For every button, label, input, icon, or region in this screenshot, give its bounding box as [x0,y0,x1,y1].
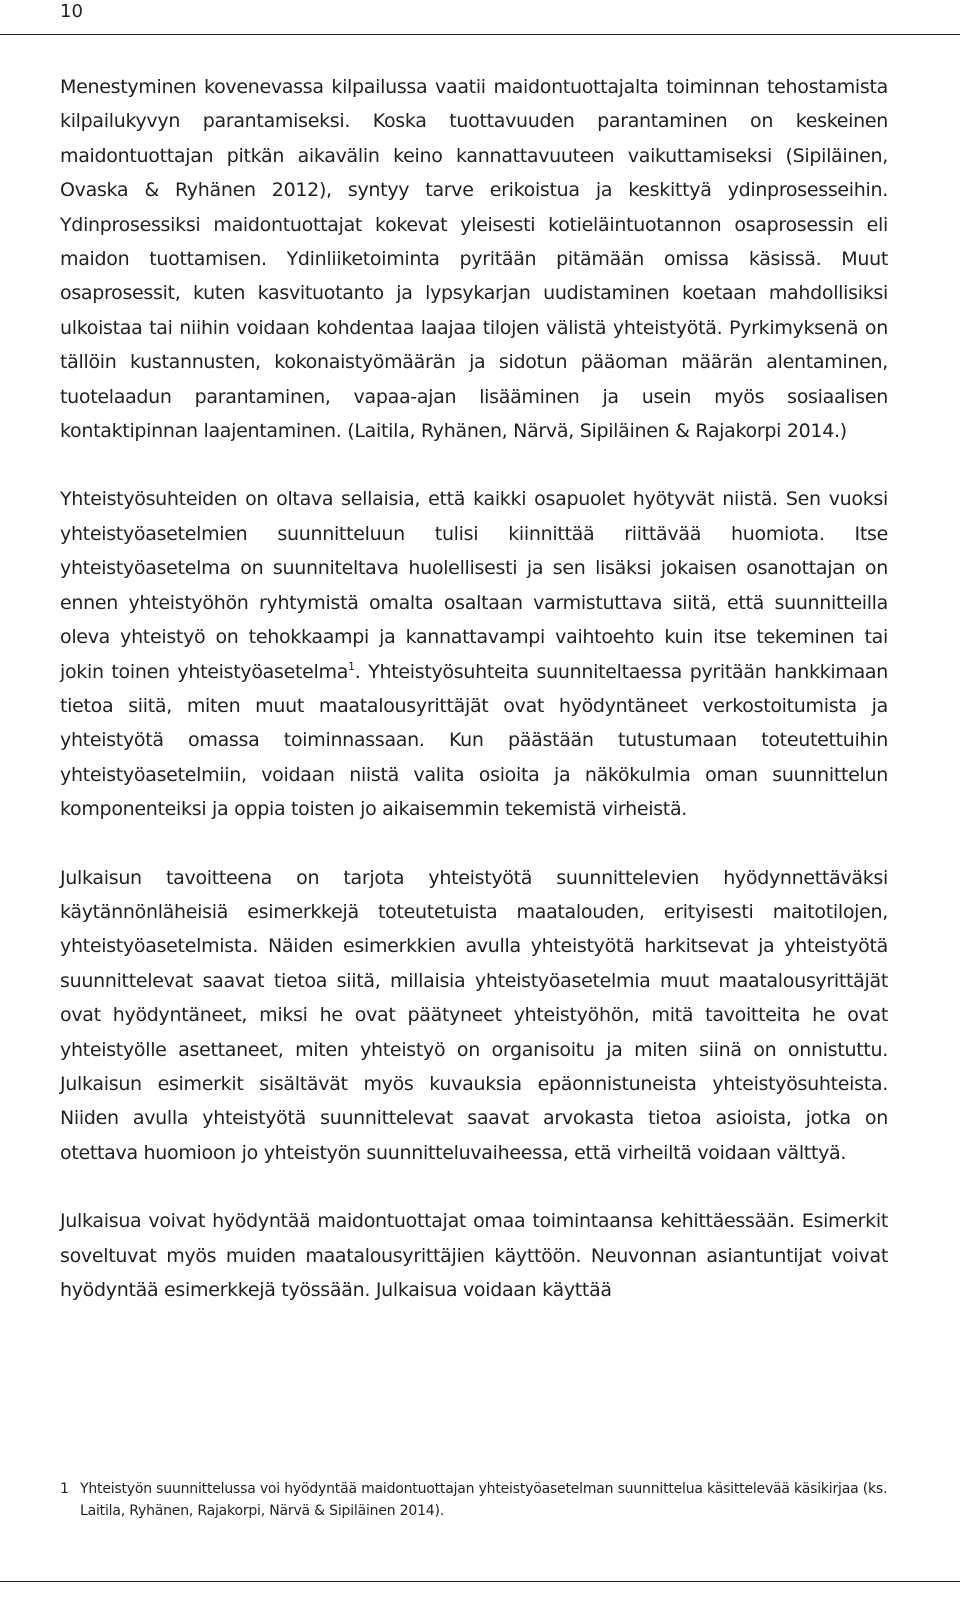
footnote [60,1478,888,1522]
paragraph-2-text-after: . Yhteistyösuhteita suunniteltaessa pyritään hankkimaan tietoa siitä, miten muut maatalousyrittäjät ovat hyödyntäneet verkostoitumista ja yhteistyötä omassa toiminnassaan. Kun päästään tutustumaan toteutettuihin yhteistyöasetelmiin, voidaan niistä valita osioita ja näkökulmia oman suunnittelun komponenteiksi ja oppia toisten jo aikaisemmin tekemistä virheistä. [60,660,889,821]
paragraph-2 [60,482,888,826]
paragraph-1: Menestyminen kovenevassa kilpailussa vaatii maidontuottajalta toiminnan tehostamista kilpailukyvyn parantamiseksi. Koska tuottavuuden parantaminen on keskeinen maidontuottajan pitkän aikavälin keino kannattavuuteen vaikuttamiseksi (Sipiläinen, Ovaska & Ryhänen 2012), syntyy tarve erikoistua ja keskittyä ydinprosesseihin. Ydinprosessiksi maidontuottajat kokevat yleisesti kotieläintuotannon osaprosessin eli maidon tuottamisen. Ydinliiketoiminta pyritään pitämään omissa käsissä. Muut osaprosessit, kuten kasvituotanto ja lypsykarjan uudistaminen koetaan mahdollisiksi ulkoistaa tai niihin voidaan kohdentaa laajaa tilojen välistä yhteistyötä. Pyrkimyksenä on tällöin kustannusten, kokonaistyömäärän ja sidotun pääoman määrän alentaminen, tuotelaadun parantaminen, vapaa-ajan lisääminen ja usein myös sosiaalisen kontaktipinnan laajentaminen. (Laitila, Ryhänen, Närvä, Sipiläinen & Rajakorpi 2014.) [60,76,888,443]
footnote-number: 1 [60,1481,69,1497]
footer-rule [0,1581,960,1582]
paragraph-4: Julkaisua voivat hyödyntää maidontuottajat omaa toimintaansa kehittäessään. Esimerkit soveltuvat myös muiden maatalousyrittäjien käyttöön. Neuvonnan asiantuntijat voivat hyödyntää esimerkkejä työssään. Julkaisua voidaan käyttää [60,1210,888,1301]
paragraph-2-text-before: Yhteistyösuhteiden on oltava sellaisia, että kaikki osapuolet hyötyvät niistä. Sen vuoksi yhteistyöasetelmien suunnitteluun tulisi kiinnittää riittävää huomiota. Itse yhteistyöasetelma on suunniteltava huolellisesti ja sen lisäksi jokaisen osanottajan on ennen yhteistyöhön ryhtymistä omalta osaltaan varmistuttava siitä, että suunnitteilla oleva yhteistyö on tehokkaampi ja kannattavampi vaihtoehto kuin itse tekeminen tai jokin toinen yhteistyöasetelma [60,488,888,683]
body-text [60,70,888,1341]
page-number: 10 [60,1,83,22]
header-rule [0,34,960,35]
footnote-text: Yhteistyön suunnittelussa voi hyödyntää maidontuottajan yhteistyöasetelman suunnittelua käsittelevää käsikirjaa (ks. Laitila, Ryhänen, Rajakorpi, Närvä & Sipiläinen 2014). [80,1481,888,1519]
footnote-reference: 1 [348,659,355,673]
paragraph-3: Julkaisun tavoitteena on tarjota yhteistyötä suunnittelevien hyödynnettäväksi käytännönläheisiä esimerkkejä toteutetuista maatalouden, erityisesti maitotilojen, yhteistyöasetelmista. Näiden esimerkkien avulla yhteistyötä harkitsevat ja yhteistyötä suunnittelevat saavat tietoa siitä, millaisia yhteistyöasetelmia muut maatalousyrittäjät ovat hyödyntäneet, miksi he ovat päätyneet yhteistyöhön, mitä tavoitteita he ovat yhteistyölle asettaneet, miten yhteistyö on organisoitu ja miten siinä on onnistuttu. Julkaisun esimerkit sisältävät myös kuvauksia epäonnistuneista yhteistyösuhteista. Niiden avulla yhteistyötä suunnittelevat saavat arvokasta tietoa asioista, jotka on otettava huomioon jo yhteistyön suunnitteluvaiheessa, että virheiltä voidaan välttyä. [60,866,888,1164]
